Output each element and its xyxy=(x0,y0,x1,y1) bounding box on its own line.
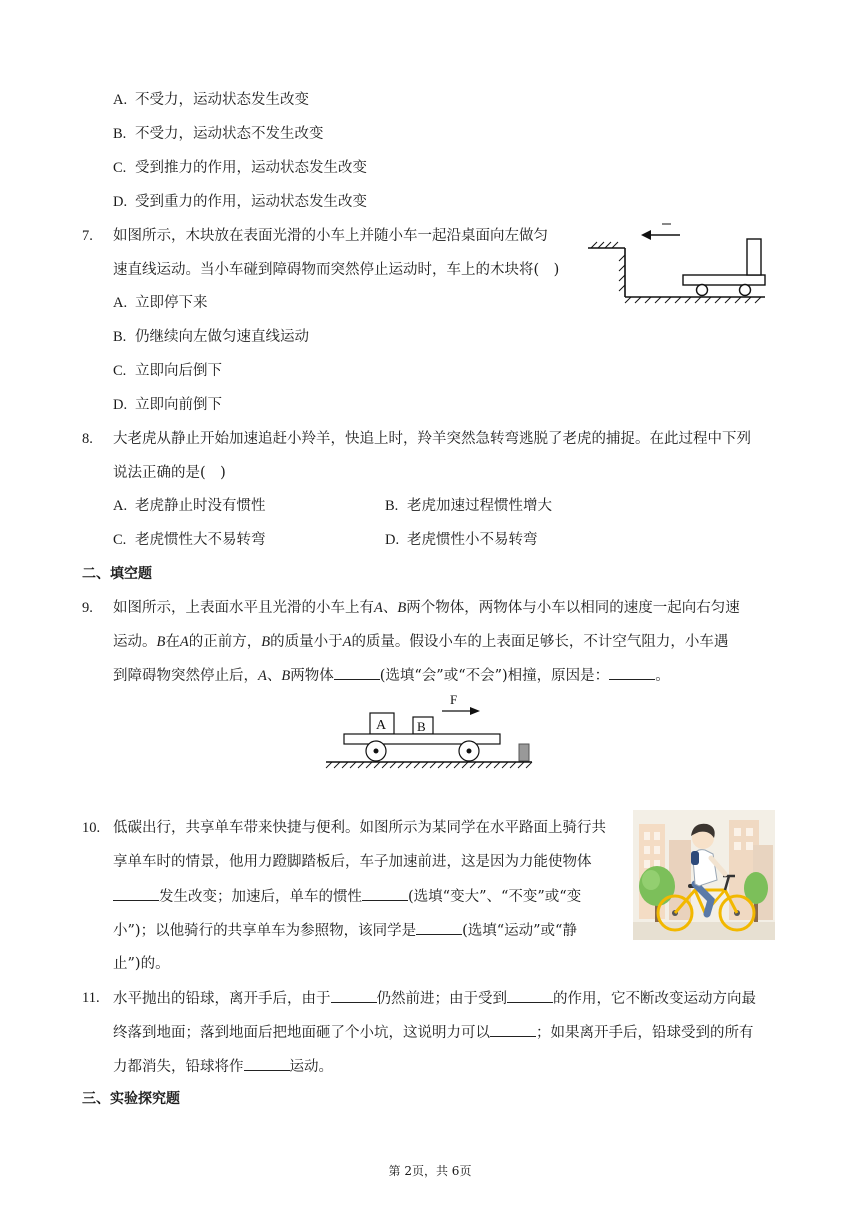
q6-option-d: D. 受到重力的作用，运动状态发生改变 xyxy=(113,194,367,210)
q10-blank-1[interactable] xyxy=(113,886,159,901)
q7-cart-figure xyxy=(585,215,770,315)
q10-stem-line3: 发生改变；加速后，单车的惯性 (选填“变大”、“不变”或“变 xyxy=(113,886,581,907)
q10-stem-line4: 小”)；以他骑行的共享单车为参照物，该同学是 (选填“运动”或“静 xyxy=(113,920,577,941)
q11-number: 11. xyxy=(82,990,100,1006)
q11-stem-line1: 水平抛出的铅球，离开手后，由于 仍然前进；由于受到 的作用，它不断改变运动方向最 xyxy=(113,988,756,1009)
section-heading-experiment: 三、实验探究题 xyxy=(82,1091,180,1107)
q11-blank-1[interactable] xyxy=(331,988,377,1003)
q8-option-a: A. 老虎静止时没有惯性 xyxy=(113,498,266,514)
q8-option-c: C. 老虎惯性大不易转弯 xyxy=(113,532,266,548)
q6-option-b: B. 不受力，运动状态不发生改变 xyxy=(113,126,324,142)
q7-stem-line2: 速直线运动。当小车碰到障碍物而突然停止运动时，车上的木块将( ) xyxy=(113,262,560,278)
q7-option-b: B. 仍继续向左做匀速直线运动 xyxy=(113,329,309,345)
section-heading-fill-in: 二、填空题 xyxy=(82,566,152,582)
q10-cyclist-illustration xyxy=(633,810,775,940)
q8-number: 8. xyxy=(82,431,93,447)
q7-number: 7. xyxy=(82,228,93,244)
q7-option-d: D. 立即向前倒下 xyxy=(113,397,222,413)
q11-stem-line2: 终落到地面；落到地面后把地面砸了个小坑，这说明力可以 ；如果离开手后，铅球受到的所有 xyxy=(113,1022,754,1043)
q7-option-a: A. 立即停下来 xyxy=(113,295,208,311)
q9-stem-line3: 到障碍物突然停止后，A、B两物体 (选填“会”或“不会”)相撞，原因是： 。 xyxy=(113,665,670,686)
page-footer: 第 2页，共 6页 xyxy=(388,1164,472,1178)
q11-blank-2[interactable] xyxy=(507,988,553,1003)
q9-stem-line2: 运动。B在A的正前方，B的质量小于A的质量。假设小车的上表面足够长，不计空气阻力，小车遇 xyxy=(113,634,729,650)
q9-blank-2[interactable] xyxy=(609,665,655,680)
q9-cart-figure xyxy=(324,688,534,774)
q10-stem-line2: 享单车时的情景，他用力蹬脚踏板后，车子加速前进，这是因为力能使物体 xyxy=(113,854,592,870)
q11-stem-line3: 力都消失，铅球将作 运动。 xyxy=(113,1056,333,1077)
q8-stem-line2: 说法正确的是( ) xyxy=(113,465,226,481)
q9-stem-line1: 如图所示，上表面水平且光滑的小车上有A、B两个物体，两物体与小车以相同的速度一起向右匀速 xyxy=(113,600,740,616)
q9-fig-label-b: B xyxy=(417,719,426,734)
q10-number: 10. xyxy=(82,820,101,836)
q8-option-d: D. 老虎惯性小不易转弯 xyxy=(385,532,538,548)
q9-blank-1[interactable] xyxy=(334,665,380,680)
q10-stem-line5: 止”)的。 xyxy=(113,956,170,972)
q10-blank-2[interactable] xyxy=(362,886,408,901)
q11-blank-4[interactable] xyxy=(244,1056,290,1071)
q10-stem-line1: 低碳出行，共享单车带来快捷与便利。如图所示为某同学在水平路面上骑行共 xyxy=(113,820,606,836)
q11-blank-3[interactable] xyxy=(490,1022,536,1037)
q9-fig-label-a: A xyxy=(376,718,387,733)
q7-stem-line1: 如图所示，木块放在表面光滑的小车上并随小车一起沿桌面向左做匀 xyxy=(113,228,548,244)
q10-blank-3[interactable] xyxy=(416,920,462,935)
q8-option-b: B. 老虎加速过程惯性增大 xyxy=(385,498,552,514)
q9-fig-label-f: F xyxy=(450,692,458,707)
q6-option-a: A. 不受力，运动状态发生改变 xyxy=(113,92,309,108)
q9-number: 9. xyxy=(82,600,93,616)
q6-option-c: C. 受到推力的作用，运动状态发生改变 xyxy=(113,160,367,176)
q8-stem-line1: 大老虎从静止开始加速追赶小羚羊，快追上时，羚羊突然急转弯逃脱了老虎的捕捉。在此过程中下列 xyxy=(113,431,751,447)
q7-option-c: C. 立即向后倒下 xyxy=(113,363,222,379)
